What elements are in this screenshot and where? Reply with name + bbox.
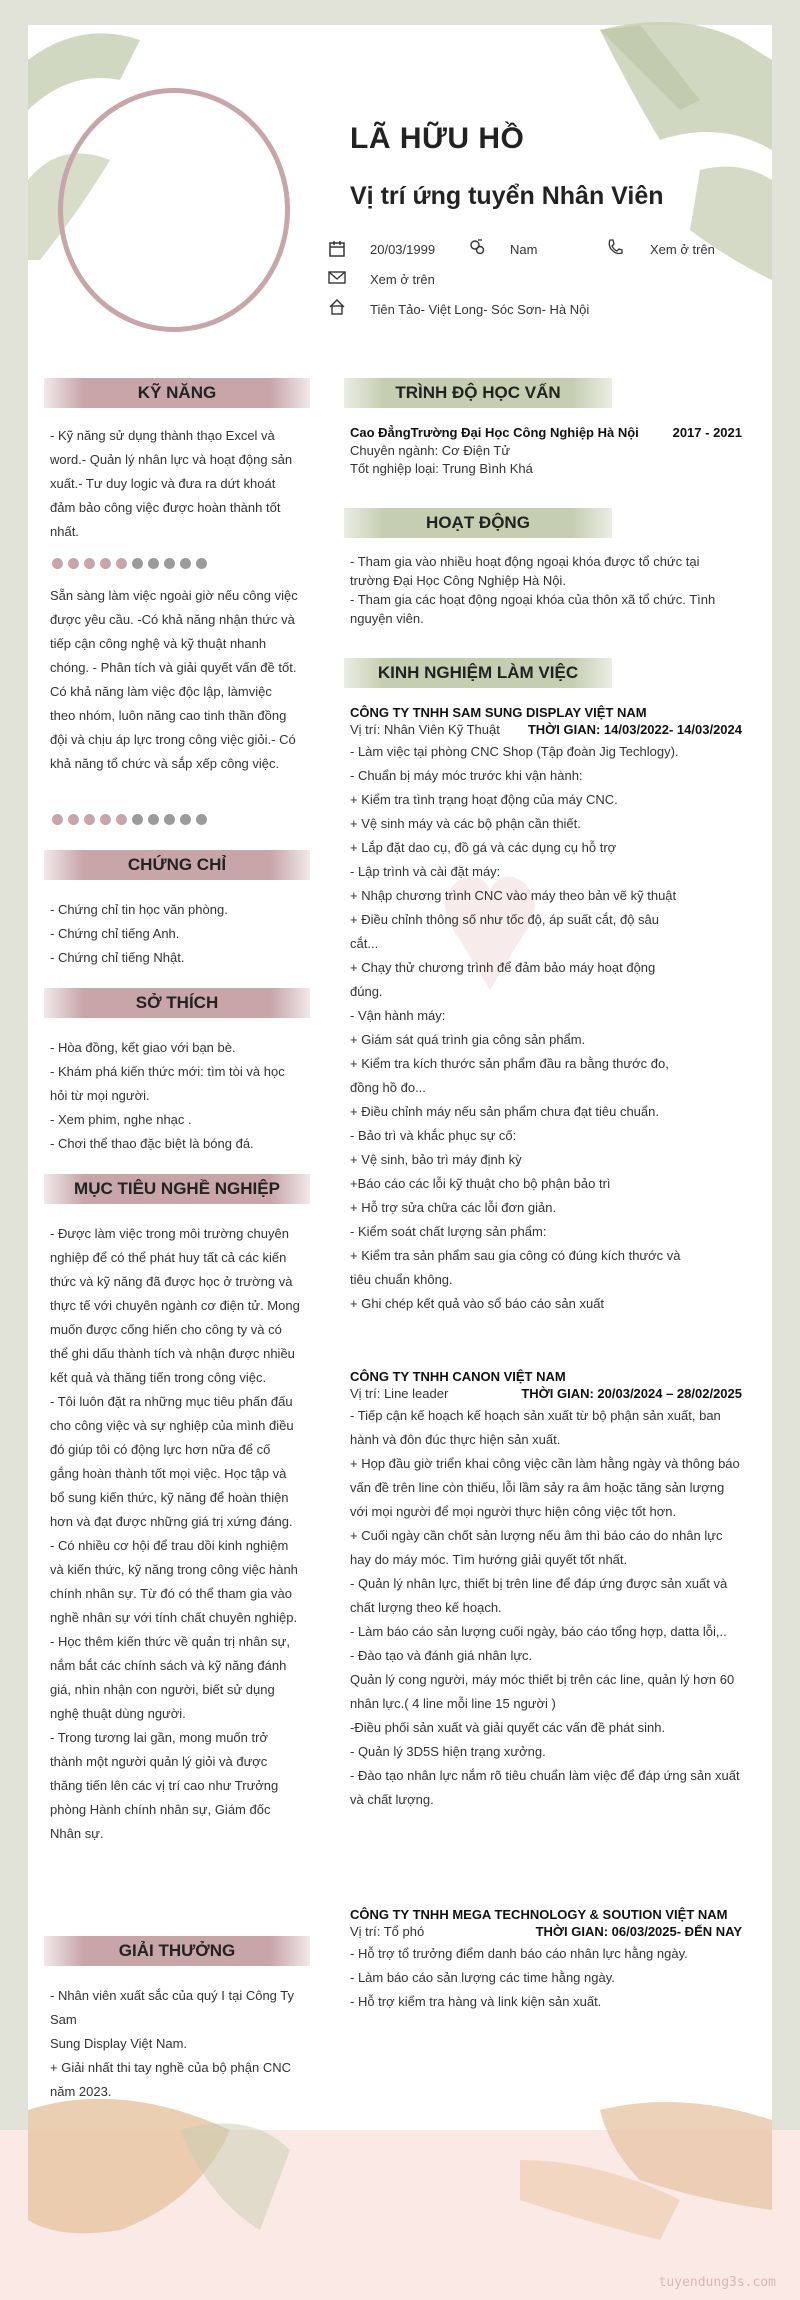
list-item: - Vận hành máy: [350, 1008, 446, 1023]
rating-dot-empty [132, 814, 143, 825]
site-watermark: tuyendung3s.com [658, 2275, 776, 2290]
list-item: - Có nhiều cơ hội để trau dồi kinh nghiệm và kiến thức, kỹ năng trong công việc hành chính nhân sự. Từ đó có thể tham gia vào nghề nhân sự với tính chất chuyên nghiệp. [50, 1538, 298, 1625]
education-heading: TRÌNH ĐỘ HỌC VẤN [344, 378, 612, 408]
position-title: Vị trí ứng tuyển Nhân Viên [350, 182, 664, 210]
phone-icon [606, 238, 624, 256]
list-item: - Tiếp cận kế hoạch kế hoạch sản xuất từ bộ phận sản xuất, ban hành và đôn đúc thực hiện sản xuất. [350, 1408, 721, 1447]
awards-list [50, 1984, 300, 2104]
job-company: CÔNG TY TNHH SAM SUNG DISPLAY VIỆT NAM [350, 705, 647, 720]
list-item: + Nhập chương trình CNC vào máy theo bản vẽ kỹ thuật [350, 888, 677, 903]
rating-dot-empty [148, 814, 159, 825]
list-item: - Nhân viên xuất sắc của quý I tại Công Ty Sam [50, 1988, 295, 2027]
job-role: Vị trí: Tổ phó [350, 1924, 425, 1939]
list-item: + Vệ sinh, bảo trì máy định kỳ [350, 1152, 522, 1167]
rating-dot-filled [84, 558, 95, 569]
rating-dot-empty [196, 558, 207, 569]
job-time: THỜI GIAN: 06/03/2025- ĐẾN NAY [535, 1924, 742, 1939]
job-time: THỜI GIAN: 20/03/2024 – 28/02/2025 [521, 1386, 742, 1401]
gender-value: Nam [510, 242, 538, 257]
list-item: - Tôi luôn đặt ra những mục tiêu phấn đấu cho công việc và sự nghiệp của mình điều đó giúp tôi có động lực hơn nữa để cố gắng hoàn thành tốt mọi việc. Học tập và bổ sung kiến thức, kỹ năng để hoàn thiện hơn và đạt được những giá trị xứng đáng. [50, 1394, 294, 1529]
list-item: + Kiểm tra tình trạng hoạt động của máy CNC. [350, 792, 618, 807]
rating-dot-filled [100, 814, 111, 825]
birthday-value: 20/03/1999 [370, 242, 436, 257]
list-item: + Điều chỉnh thông số như tốc độ, áp suất cắt, độ sâu cắt... [350, 912, 659, 951]
job-header [350, 1906, 742, 1940]
hobbies-heading: SỞ THÍCH [44, 988, 310, 1018]
rating-dot-empty [132, 558, 143, 569]
rating-dot-filled [52, 558, 63, 569]
rating-dot-filled [100, 558, 111, 569]
list-item: + Giám sát quá trình gia công sản phẩm. [350, 1032, 586, 1047]
list-item: - Trong tương lai gần, mong muốn trở thành một người quản lý giỏi và được thăng tiến lên các vị trí cao như Trưởng phòng Hành chính nhân sự, Giám đốc Nhân sự. [50, 1730, 279, 1841]
list-item: - Chứng chỉ tiếng Nhật. [50, 950, 185, 965]
rating-dot-filled [116, 558, 127, 569]
list-item: - Tham gia vào nhiều hoạt động ngoại khóa được tổ chức tại trường Đại Học Công Nghiệp Hà Nội. [350, 554, 700, 588]
avatar-placeholder [58, 88, 290, 332]
education-block [350, 424, 742, 478]
rating-dot-empty [164, 814, 175, 825]
list-item: - Quản lý nhân lực, thiết bị trên line để đáp ứng được sản xuất và [350, 1576, 728, 1591]
list-item: +Báo cáo các lỗi kỹ thuật cho bộ phận bảo trì [350, 1176, 611, 1191]
list-item: - Đào tạo nhân lực nắm rõ tiêu chuẩn làm việc để đáp ứng sản xuất và chất lượng. [350, 1768, 740, 1807]
list-item: + Lắp đặt dao cụ, đồ gá và các dụng cụ hỗ trợ [350, 840, 617, 855]
list-item: chất lượng theo kế hoạch. [350, 1600, 502, 1615]
list-item: - Hòa đồng, kết giao với bạn bè. [50, 1040, 236, 1055]
list-item: - Hỗ trợ tổ trưởng điểm danh báo cáo nhân lực hằng ngày. [350, 1946, 688, 1961]
list-item: - Làm báo cáo sản lượng các time hằng ngày. [350, 1970, 615, 1985]
list-item: - Hỗ trợ kiểm tra hàng và link kiện sản xuất. [350, 1994, 602, 2009]
rating-dot-empty [196, 814, 207, 825]
objective-heading: MỤC TIÊU NGHỀ NGHIỆP [44, 1174, 310, 1204]
skills-heading: KỸ NĂNG [44, 378, 310, 408]
list-item: - Chơi thể thao đặc biệt là bóng đá. [50, 1136, 254, 1151]
list-item: + Họp đầu giờ triển khai công việc cần làm hằng ngày và thông báo vấn đề trên line còn thiếu, lỗi lầm sảy ra âm hoặc tăng sản lượng với mọi người để mọi người thực hiện công việc tốt hơn. [350, 1456, 740, 1519]
list-item: - Tham gia các hoạt động ngoại khóa của thôn xã tổ chức. Tình nguyện viên. [350, 592, 716, 626]
job-role: Vị trí: Line leader [350, 1386, 449, 1401]
job-duties [350, 1942, 742, 2014]
phone-value: Xem ở trên [650, 242, 715, 257]
rating-dot-empty [180, 558, 191, 569]
list-item: + Kiểm tra kích thước sản phẩm đầu ra bằng thước đo, đồng hồ đo... [350, 1056, 669, 1095]
gender-icon [468, 238, 486, 256]
list-item: - Lập trình và cài đặt máy: [350, 864, 501, 879]
list-item: + Chạy thử chương trình để đảm bảo máy hoạt động đúng. [350, 960, 656, 999]
job-company: CÔNG TY TNHH CANON VIỆT NAM [350, 1369, 566, 1384]
list-item: - Được làm việc trong môi trường chuyên nghiệp để có thể phát huy tất cả các kiến thức và kỹ năng đã được học ở trường và thực tế với chuyên ngành cơ điện tử. Mong muốn được cống hiến cho công ty và có thể ghi dấu thành tích và nhận được nhiều kết quả và thăng tiến trong công việc. [50, 1226, 300, 1385]
activities-heading: HOẠT ĐỘNG [344, 508, 612, 538]
list-item: - Bảo trì và khắc phục sự cố: [350, 1128, 517, 1143]
list-item: - Kiểm soát chất lượng sản phẩm: [350, 1224, 547, 1239]
job-header [350, 704, 742, 738]
certificates-heading: CHỨNG CHỈ [44, 850, 310, 880]
activities-list [350, 552, 742, 628]
rating-dot-filled [52, 814, 63, 825]
job-time: THỜI GIAN: 14/03/2022- 14/03/2024 [527, 722, 742, 737]
list-item: Quản lý cong người, máy móc thiết bị trên các line, quản lý hơn 60 nhân lực.( 4 line mỗi line 15 người ) [350, 1672, 735, 1711]
rating-dot-empty [180, 814, 191, 825]
list-item: - Chứng chỉ tin học văn phòng. [50, 902, 228, 917]
education-major: Chuyên ngành: Cơ Điện Tử [350, 443, 511, 458]
skills-block-2: Sẵn sàng làm việc ngoài giờ nếu công việc được yêu cầu. -Có khả năng nhận thức và tiếp cận công nghệ và kỹ thuật nhanh chóng. - Phân tích và giải quyết vấn đề tốt. Có khả năng làm việc độc lập, làmviệc theo nhóm, luôn năng cao tinh thần đồng đội và chịu áp lực trong công việc giỏi.- Có khả năng tổ chức và sắp xếp công việc. [50, 588, 298, 771]
list-item: - Chuẩn bị máy móc trước khi vận hành: [350, 768, 583, 783]
home-icon [328, 298, 346, 316]
hobbies-list [50, 1036, 300, 1156]
rating-dot-filled [116, 814, 127, 825]
list-item: - Xem phim, nghe nhạc . [50, 1112, 192, 1127]
job-duties [350, 740, 690, 1316]
education-school: Cao ĐẳngTrường Đại Học Công Nghiệp Hà Nội [350, 425, 639, 440]
calendar-icon [328, 240, 346, 258]
list-item: + Giải nhất thi tay nghề của bộ phận CNC năm 2023. [50, 2060, 292, 2099]
rating-dot-filled [68, 814, 79, 825]
skills-rating-1 [52, 558, 207, 569]
list-item: - Quản lý 3D5S hiện trạng xưởng. [350, 1744, 546, 1759]
list-item: + Hỗ trợ sửa chữa các lỗi đơn giản. [350, 1200, 557, 1215]
objective-list [50, 1222, 300, 1846]
rating-dot-filled [84, 814, 95, 825]
list-item: - Học thêm kiến thức về quản trị nhân sự, nắm bắt các chính sách và kỹ năng đánh giá, nhìn nhận con người, biết sử dụng nghệ thuật dùng người. [50, 1634, 290, 1721]
list-item: - Làm việc tại phòng CNC Shop (Tập đoàn Jig Techlogy). [350, 744, 679, 759]
skills-block-1: - Kỹ năng sử dụng thành thạo Excel và word.- Quản lý nhân lực và hoạt động sản xuất.- Tư duy logic và đưa ra dứt khoát đảm bảo công việc được hoàn thành tốt nhất. [50, 428, 293, 539]
job-header [350, 1368, 742, 1402]
job-role: Vị trí: Nhân Viên Kỹ Thuật [350, 722, 500, 737]
awards-heading: GIẢI THƯỞNG [44, 1936, 310, 1966]
rating-dot-empty [164, 558, 175, 569]
list-item: - Khám phá kiến thức mới: tìm tòi và học hỏi từ mọi người. [50, 1064, 285, 1103]
experience-heading: KINH NGHIỆM LÀM VIỆC [344, 658, 612, 688]
list-item: + Điều chỉnh máy nếu sản phẩm chưa đạt tiêu chuẩn. [350, 1104, 659, 1119]
candidate-name: LÃ HỮU HỒ [350, 122, 525, 155]
list-item: -Điều phối sản xuất và giải quyết các vấn đề phát sinh. [350, 1720, 666, 1735]
list-item: + Kiểm tra sản phẩm sau gia công có đúng kích thước và tiêu chuẩn không. [350, 1248, 681, 1287]
list-item: + Cuối ngày cần chốt sản lượng nếu âm thì báo cáo do nhân lực [350, 1528, 723, 1543]
address-value: Tiên Tảo- Việt Long- Sóc Sơn- Hà Nội [370, 302, 590, 317]
list-item: - Chứng chỉ tiếng Anh. [50, 926, 180, 941]
job-company: CÔNG TY TNHH MEGA TECHNOLOGY & SOUTION VIỆT NAM [350, 1907, 728, 1922]
rating-dot-filled [68, 558, 79, 569]
list-item: hay do máy móc. Tìm hướng giải quyết tốt nhất. [350, 1552, 628, 1567]
list-item: - Đào tạo và đánh giá nhân lực. [350, 1648, 533, 1663]
education-years: 2017 - 2021 [672, 425, 742, 440]
list-item: Sung Display Việt Nam. [50, 2036, 188, 2051]
email-icon [328, 268, 346, 286]
list-item: + Vệ sinh máy và các bộ phận cần thiết. [350, 816, 581, 831]
rating-dot-empty [148, 558, 159, 569]
email-value: Xem ở trên [370, 272, 435, 287]
certificates-list [50, 898, 300, 970]
skills-rating-2 [52, 814, 207, 825]
list-item: - Làm báo cáo sản lượng cuối ngày, báo cáo tổng hợp, datta lỗi,.. [350, 1624, 727, 1639]
job-duties [350, 1404, 745, 1812]
education-grade: Tốt nghiệp loại: Trung Bình Khá [350, 461, 533, 476]
list-item: + Ghi chép kết quả vào sổ báo cáo sản xuất [350, 1296, 605, 1311]
